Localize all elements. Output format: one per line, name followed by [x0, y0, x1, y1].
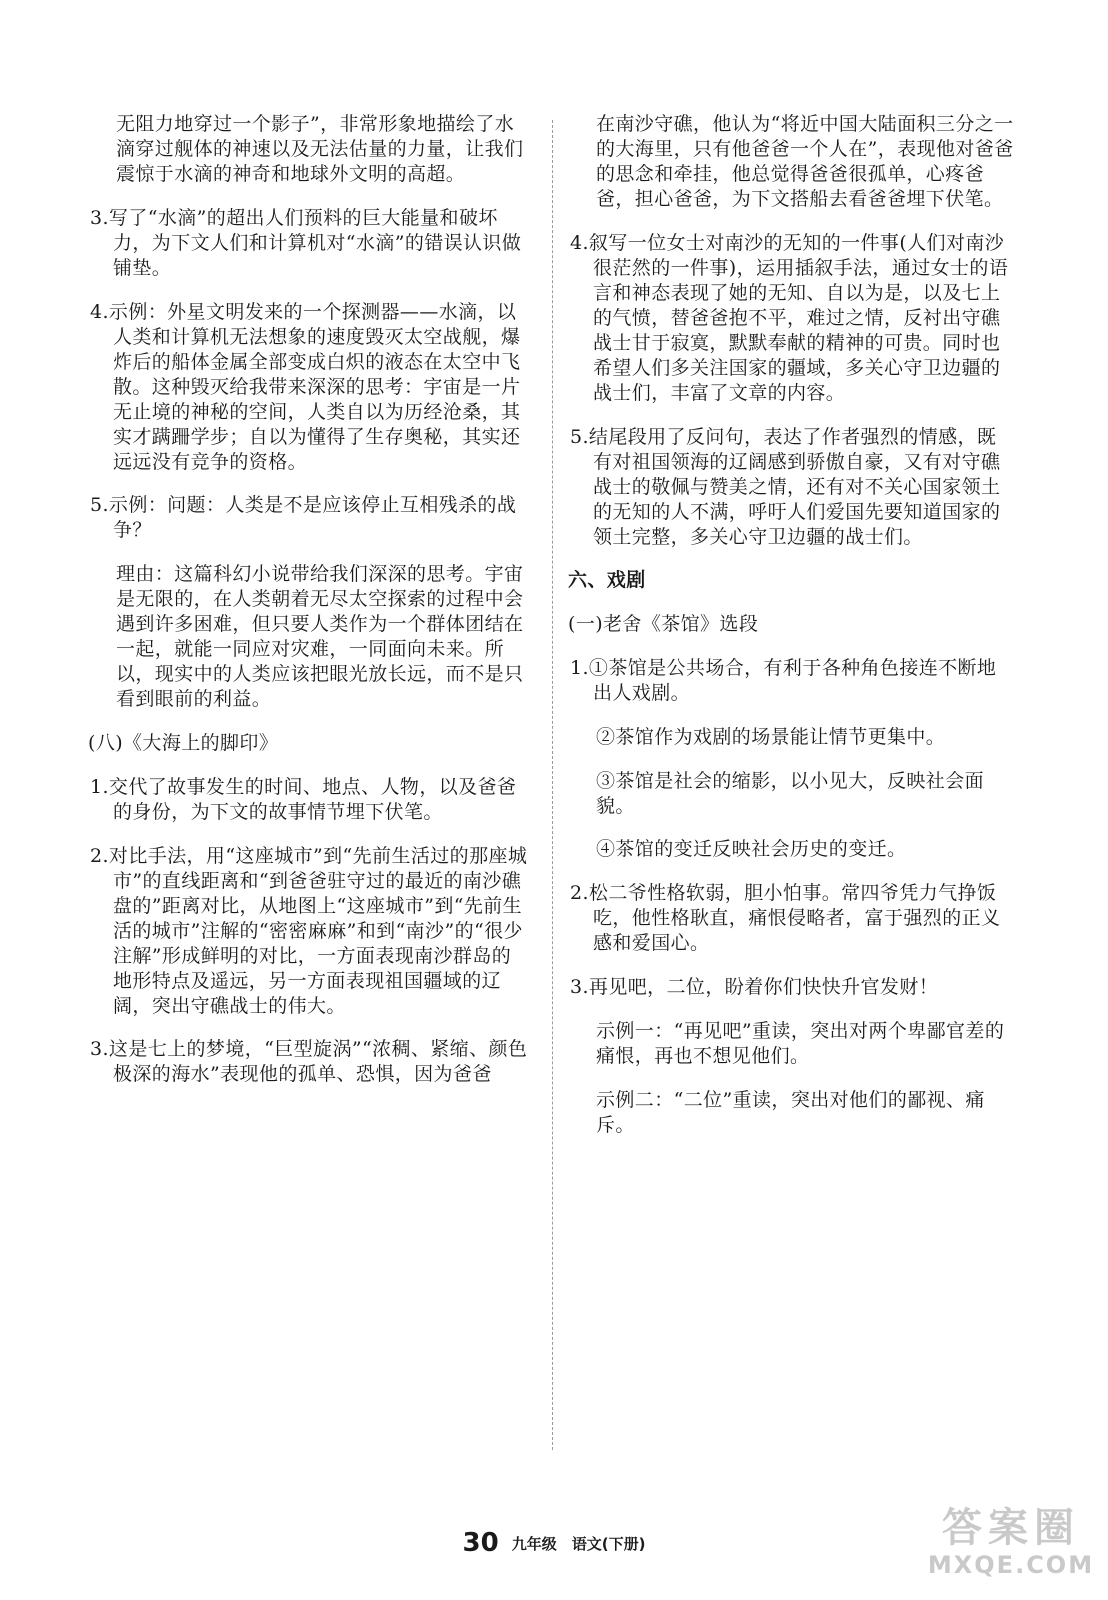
paragraph: 在南沙守礁，他认为“将近中国大陆面积三分之一的大海里，只有他爸爸一个人在”，表现他对爸爸的思念和牵挂，他总觉得爸爸很孤单，心疼爸爸，担心爸爸，为下文搭船去看爸爸埋下伏笔。	[596, 113, 1014, 210]
right-column	[570, 112, 1015, 1156]
paragraph: 1.①茶馆是公共场合，有利于各种角色接连不断地出人戏剧。	[570, 656, 997, 704]
paragraph: ③茶馆是社会的缩影，以小见大，反映社会面貌。	[596, 769, 985, 817]
column-divider	[552, 120, 553, 1450]
paragraph: 5.结尾段用了反问句，表达了作者强烈的情感，既有对祖国领海的辽阔感到骄傲自豪，又有对守礁战士的敬佩与赞美之情，还有对不关心国家领土的无知的人不满，呼吁人们爱国先要知道国家的领土完整，多关心守卫边疆的战士们。	[570, 425, 1001, 548]
watermark-url: MXQE.COM	[927, 1551, 1095, 1579]
paragraph: ②茶馆作为戏剧的场景能让情节更集中。	[596, 725, 946, 748]
paragraph: 3.再见吧，二位，盼着你们快快升官发财！	[570, 975, 939, 998]
left-column	[90, 112, 530, 1106]
paragraph: 5.示例：问题：人类是不是应该停止互相残杀的战争？	[90, 494, 517, 542]
paragraph: 4.示例：外星文明发来的一个探测器——水滴，以人类和计算机无法想象的速度毁灭太空战舰，爆炸后的船体金属全部变成白炽的液态在太空中飞散。这种毁灭给我带来深深的思考：宇宙是一片无止境的神秘的空间，人类自以为历经沧桑，其实才蹒跚学步；自以为懂得了生存奥秘，其实还远远没有竞争的资格。	[90, 300, 521, 473]
page-number: 30	[462, 1528, 499, 1558]
paragraph: (八)《大海上的脚印》	[88, 731, 279, 754]
paragraph: 4.叙写一位女士对南沙的无知的一件事(人们对南沙很茫然的一件事)，运用插叙手法，通过女士的语言和神态表现了她的无知、自以为是，以及七上的气愤，替爸爸抱不平，难过之情，反衬出守礁战士甘于寂寞，默默奉献的精神的可贵。同时也希望人们多关注国家的疆域，多关心守卫边疆的战士们，丰富了文章的内容。	[570, 231, 1009, 404]
paragraph: (一)老舍《茶馆》选段	[568, 613, 759, 636]
watermark-logo	[926, 1506, 1096, 1586]
paragraph: 2.对比手法，用“这座城市”到“先前生活过的那座城市”的直线距离和“到爸爸驻守过的最近的南沙礁盘的”距离对比，从地图上“这座城市”到“先前生活的城市”注解的“密密麻麻”和到“南沙”的“很少注解”形成鲜明的对比，一方面表现南沙群岛的地形特点及遥远，另一方面表现祖国疆域的辽阔，突出守礁战士的伟大。	[90, 844, 528, 1017]
paragraph: 3.写了“水滴”的超出人们预料的巨大能量和破坏力，为下文人们和计算机对“水滴”的错误认识做铺垫。	[90, 206, 522, 279]
watermark-title: 答案圈	[942, 1505, 1080, 1551]
paragraph: 2.松二爷性格软弱，胆小怕事。常四爷凭力气挣饭吃，他性格耿直，痛恨侵略者，富于强烈的正义感和爱国心。	[570, 882, 1001, 955]
paragraph: 3.这是七上的梦境，“巨型旋涡”“浓稠、紧缩、颜色极深的海水”表现他的孤单、恐惧，因为爸爸	[90, 1038, 528, 1086]
paragraph: 无阻力地穿过一个影子”，非常形象地描绘了水滴穿过舰体的神速以及无法估量的力量，让我们震惊于水滴的神奇和地球外文明的高超。	[116, 113, 524, 185]
footer-info: 九年级 语文(下册)	[511, 1534, 646, 1553]
paragraph: ④茶馆的变迁反映社会历史的变迁。	[596, 838, 907, 861]
paragraph: 示例二：“二位”重读，突出对他们的鄙视、痛斥。	[596, 1088, 985, 1136]
paragraph: 六、戏剧	[568, 569, 646, 592]
paragraph: 1.交代了故事发生的时间、地点、人物，以及爸爸的身份，为下文的故事情节埋下伏笔。	[90, 775, 517, 823]
paragraph: 示例一：“再见吧”重读，突出对两个卑鄙官差的痛恨，再也不想见他们。	[596, 1019, 1005, 1067]
paragraph: 理由：这篇科幻小说带给我们深深的思考。宇宙是无限的，在人类朝着无尽太空探索的过程中会遇到许多困难，但只要人类作为一个群体团结在一起，就能一同应对灾难，一同面向未来。所以，现实中的人类应该把眼光放长远，而不是只看到眼前的利益。	[116, 563, 524, 711]
